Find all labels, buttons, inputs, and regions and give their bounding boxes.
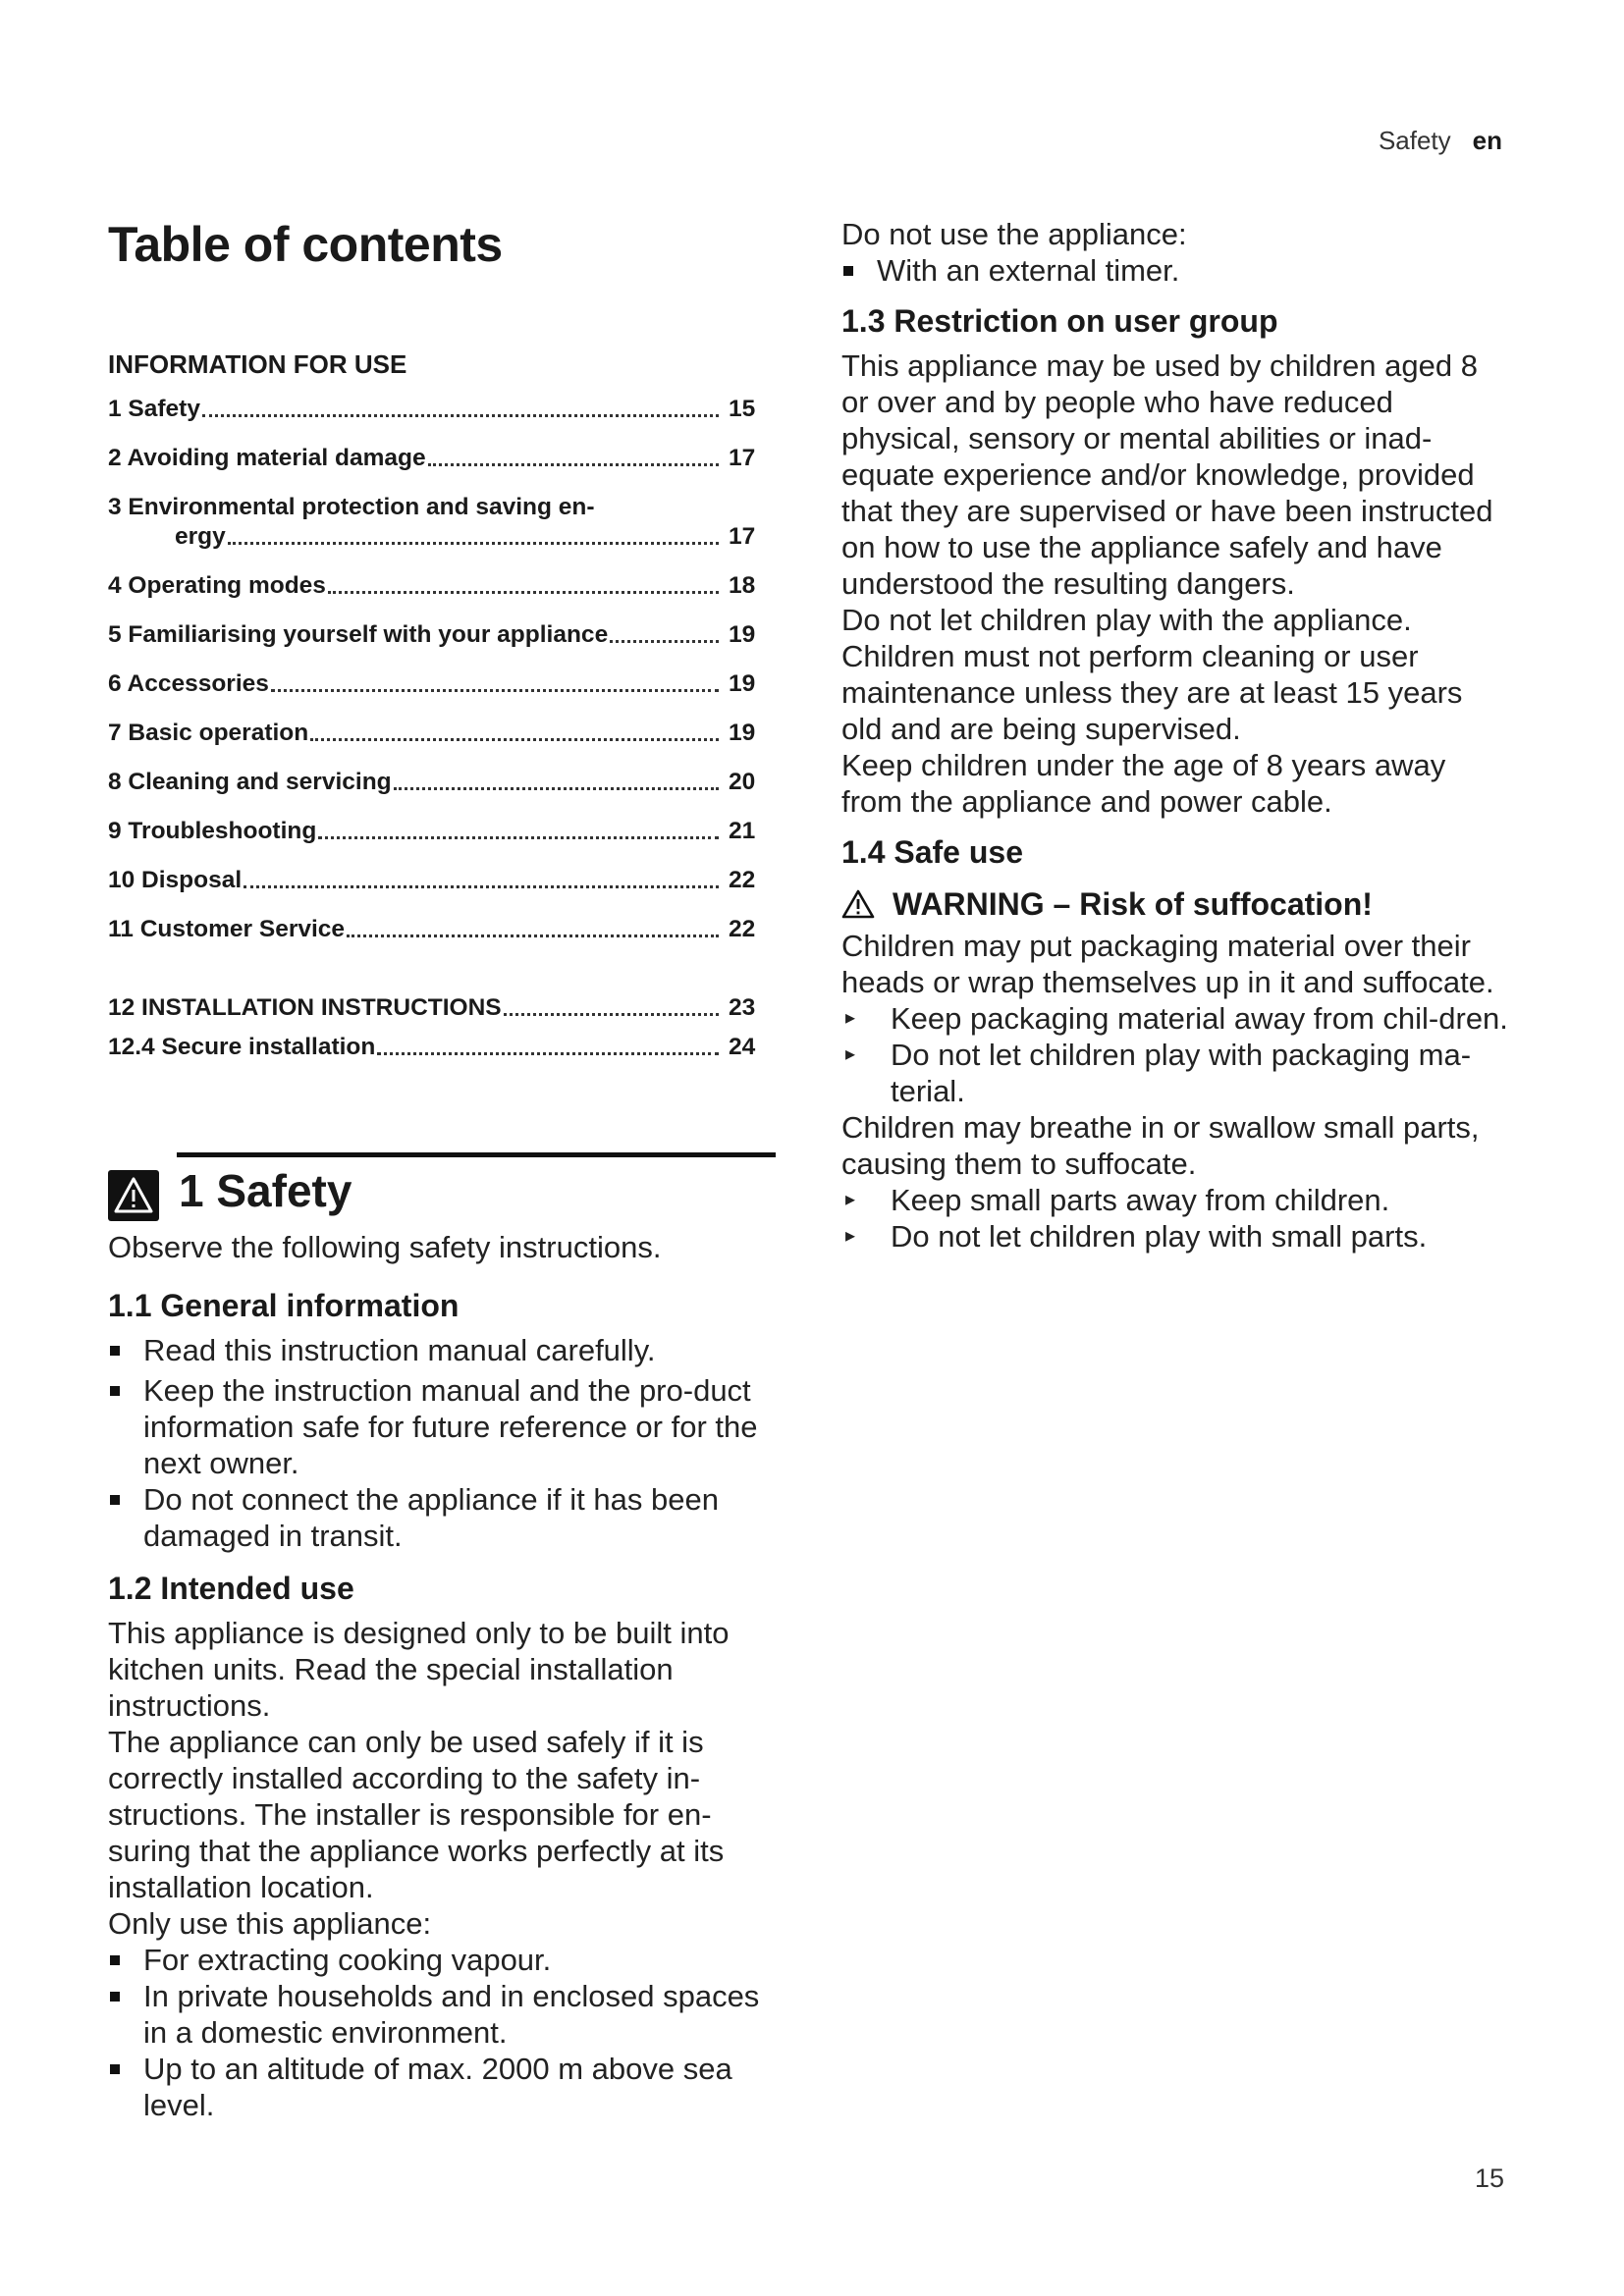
chapter-rule (177, 1152, 776, 1157)
heading-intended-use: 1.2 Intended use (108, 1571, 354, 1606)
list-item: Keep the instruction manual and the pro-duct information safe for future reference or for the next owner. (108, 1372, 776, 1481)
running-header (1379, 126, 1502, 156)
warning-triangle-icon (108, 1170, 159, 1221)
do-not-use-list (841, 252, 1509, 289)
header-section: Safety (1378, 126, 1451, 155)
toc-entry[interactable]: 3 Environmental protection and saving en- ergy 17 (108, 494, 756, 550)
paragraph: Children may breathe in or swallow small parts, causing them to suffocate. (841, 1110, 1480, 1181)
toc-entry-install[interactable]: 12 INSTALLATION INSTRUCTIONS 23 (108, 994, 756, 1021)
list-item: ▸ Do not let children play with packaging ma-terial. (845, 1038, 1472, 1108)
action-list (841, 1182, 1509, 1255)
action-list (841, 1000, 1509, 1109)
warning-triangle-icon (841, 889, 875, 919)
safety-right-flow (841, 216, 1509, 1255)
warning-text: WARNING – Risk of suffocation! (893, 886, 1373, 922)
paragraph: Children must not perform cleaning or user maintenance unless they are at least 15 years old and are being supervised. (841, 639, 1463, 746)
list-item: ▸ Keep small parts away from children. (845, 1183, 1390, 1217)
heading-safe-use: 1.4 Safe use (841, 834, 1023, 870)
warning-heading (841, 884, 1509, 924)
toc-entry[interactable]: 9 Troubleshooting 21 (108, 818, 756, 844)
list-item: Read this instruction manual carefully. (108, 1332, 776, 1368)
page-number: 15 (1474, 2163, 1504, 2193)
toc-entry[interactable]: 2 Avoiding material damage 17 (108, 445, 756, 471)
paragraph: Do not let children play with the appliance. (841, 603, 1412, 637)
toc-section-label: INFORMATION FOR USE (108, 349, 407, 379)
paragraph: This appliance may be used by children aged 8 or over and by people who have reduced physical, sensory or mental abilities or inad-equate experience and/or knowledge, provided that they are supervised or have been instructed on how to use the appliance safely and have understood the resulting dangers. (841, 348, 1493, 601)
heading-restriction-user-group: 1.3 Restriction on user group (841, 303, 1278, 339)
toc-title: Table of contents (108, 217, 503, 272)
paragraph: Children may put packaging material over their heads or wrap themselves up in it and suffocate. (841, 929, 1494, 999)
toc-entry[interactable]: 1 Safety 15 (108, 396, 756, 422)
paragraph: Do not use the appliance: (841, 217, 1187, 251)
toc-entry-install[interactable]: 12.4 Secure installation 24 (108, 1034, 756, 1060)
list-item: ▸ Do not let children play with small parts. (845, 1219, 1428, 1254)
toc-entry[interactable]: 4 Operating modes 18 (108, 572, 756, 599)
general-information-list (108, 1332, 776, 1554)
list-item: ▸ Keep packaging material away from chil-dren. (845, 1001, 1508, 1036)
toc-entry[interactable]: 7 Basic operation 19 (108, 720, 756, 746)
header-language: en (1472, 126, 1502, 155)
toc-entry[interactable]: 5 Familiarising yourself with your appliance 19 (108, 621, 756, 648)
intended-use-list (108, 1942, 776, 2123)
toc-entry[interactable]: 10 Disposal 22 (108, 867, 756, 893)
paragraph: The appliance can only be used safely if it is correctly installed according to the safety in-structions. The installer is responsible for en-suring that the appliance works perfectly at its installation location. (108, 1725, 725, 1904)
list-item: In private households and in enclosed spaces in a domestic environment. (108, 1978, 776, 2051)
toc-entry[interactable]: 11 Customer Service 22 (108, 916, 756, 942)
toc-entry[interactable]: 6 Accessories 19 (108, 670, 756, 697)
chapter-title: 1 Safety (179, 1165, 352, 1216)
list-item: Up to an altitude of max. 2000 m above sea level. (108, 2051, 776, 2123)
list-item: For extracting cooking vapour. (108, 1942, 776, 1978)
list-item: Do not connect the appliance if it has been damaged in transit. (108, 1481, 776, 1554)
toc-gap (108, 964, 776, 993)
heading-general-information: 1.1 General information (108, 1288, 460, 1323)
toc-entry[interactable]: 8 Cleaning and servicing 20 (108, 769, 756, 795)
safety-left-flow (108, 1229, 776, 2123)
list-item: With an external timer. (841, 252, 1509, 289)
paragraph: Keep children under the age of 8 years away from the appliance and power cable. (841, 748, 1446, 819)
paragraph: Only use this appliance: (108, 1906, 432, 1941)
paragraph: This appliance is designed only to be built into kitchen units. Read the special installation instructions. (108, 1616, 730, 1723)
safety-intro: Observe the following safety instructions. (108, 1230, 662, 1264)
toc-list (108, 395, 776, 1082)
